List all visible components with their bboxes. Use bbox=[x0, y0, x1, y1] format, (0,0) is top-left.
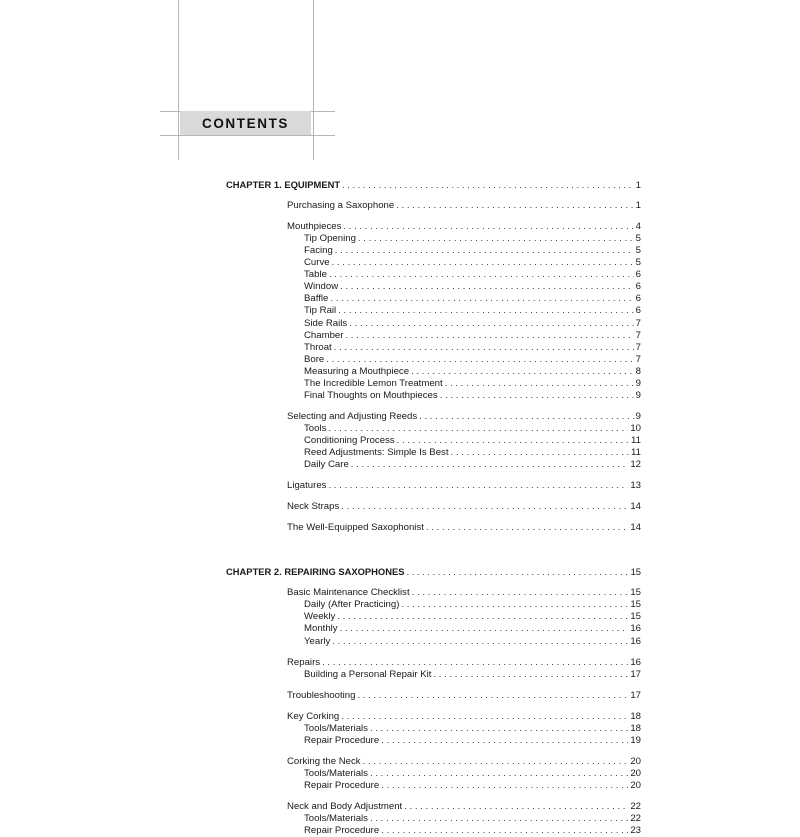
toc-entry-page: 20 bbox=[630, 755, 641, 767]
toc-entry-title: Table bbox=[304, 269, 327, 281]
toc-leader-dots bbox=[426, 522, 628, 534]
toc-entry-title: Corking the Neck bbox=[287, 755, 361, 767]
toc-entry-page: 6 bbox=[635, 269, 641, 281]
toc-entry-page: 22 bbox=[630, 813, 641, 825]
toc-entry-title: Conditioning Process bbox=[304, 434, 395, 446]
frame-vertical-line-left bbox=[178, 0, 179, 160]
toc-section bbox=[287, 690, 641, 702]
toc-entry-title: Tools/Materials bbox=[304, 722, 368, 734]
toc-entry-page: 8 bbox=[635, 365, 641, 377]
toc-entry-page: 16 bbox=[630, 635, 641, 647]
toc-entry-title: Chamber bbox=[304, 329, 344, 341]
toc-section bbox=[287, 480, 641, 492]
toc-subsection bbox=[304, 813, 641, 825]
toc-chapter-1 bbox=[226, 179, 641, 191]
toc-entry-title: Mouthpieces bbox=[287, 221, 342, 233]
toc-entry-page: 15 bbox=[630, 587, 641, 599]
toc-entry-page: 13 bbox=[630, 480, 641, 492]
toc-entry-page: 15 bbox=[630, 599, 641, 611]
toc-entry-title: Tools/Materials bbox=[304, 767, 368, 779]
toc-section bbox=[287, 587, 641, 599]
toc-entry-title: Purchasing a Saxophone bbox=[287, 200, 395, 212]
toc-leader-dots bbox=[332, 257, 634, 269]
toc-entry-title: Weekly bbox=[304, 611, 336, 623]
toc-leader-dots bbox=[341, 711, 628, 723]
toc-subsection bbox=[304, 245, 641, 257]
toc-entry-page: 7 bbox=[635, 353, 641, 365]
toc-entry-page: 11 bbox=[631, 447, 641, 458]
toc-entry-page: 9 bbox=[635, 377, 641, 389]
toc-entry-title: Ligatures bbox=[287, 480, 327, 492]
toc-entry-page: 17 bbox=[630, 689, 641, 701]
toc-entry-title: Building a Personal Repair Kit bbox=[304, 668, 432, 680]
toc-leader-dots bbox=[419, 411, 634, 423]
toc-entry-title: Repair Procedure bbox=[304, 779, 380, 791]
toc-entry-page: 11 bbox=[631, 434, 641, 446]
toc-entry-title: Facing bbox=[304, 245, 333, 257]
toc-entry-title: Final Thoughts on Mouthpieces bbox=[304, 389, 438, 401]
toc-leader-dots bbox=[349, 318, 633, 330]
toc-leader-dots bbox=[381, 825, 628, 837]
toc-entry-title: Monthly bbox=[304, 623, 338, 635]
toc-entry-page: 10 bbox=[630, 422, 641, 434]
toc-entry-title: Selecting and Adjusting Reeds bbox=[287, 410, 418, 422]
toc-entry-title: Neck Straps bbox=[287, 501, 340, 513]
toc-entry-page: 20 bbox=[630, 767, 641, 779]
toc-leader-dots bbox=[351, 459, 629, 471]
toc-leader-dots bbox=[357, 690, 628, 702]
toc-entry-page: 17 bbox=[630, 668, 641, 680]
toc-entry-title: The Incredible Lemon Treatment bbox=[304, 377, 443, 389]
toc-leader-dots bbox=[396, 200, 633, 212]
toc-subsection bbox=[304, 366, 641, 378]
toc-entry-title: CHAPTER 1. EQUIPMENT bbox=[226, 179, 341, 190]
toc-subsection bbox=[304, 305, 641, 317]
toc-leader-dots bbox=[330, 293, 633, 305]
toc-leader-dots bbox=[335, 245, 634, 257]
toc-entry-title: Yearly bbox=[304, 635, 331, 647]
toc-entry-title: Measuring a Mouthpiece bbox=[304, 365, 410, 377]
toc-subsection bbox=[304, 318, 641, 330]
toc-leader-dots bbox=[343, 221, 633, 233]
toc-entry-page: 6 bbox=[635, 293, 641, 305]
toc-entry-title: Daily (After Practicing) bbox=[304, 599, 400, 611]
toc-leader-dots bbox=[329, 269, 634, 281]
toc-entry-page: 7 bbox=[635, 341, 641, 353]
toc-entry-page: 23 bbox=[630, 825, 641, 837]
toc-entry-title: Bore bbox=[304, 353, 325, 365]
contents-heading: CONTENTS bbox=[201, 115, 290, 131]
toc-entry-title: Tools bbox=[304, 422, 327, 434]
toc-subsection bbox=[304, 257, 641, 269]
toc-entry-page: 5 bbox=[635, 233, 641, 245]
toc-entry-title: Throat bbox=[304, 341, 332, 353]
toc-leader-dots bbox=[328, 480, 628, 492]
toc-leader-dots bbox=[381, 780, 628, 792]
toc-section bbox=[287, 221, 641, 233]
toc-leader-dots bbox=[332, 636, 628, 648]
toc-subsection bbox=[304, 281, 641, 293]
toc-leader-dots bbox=[358, 233, 634, 245]
toc-entry-title: Tip Opening bbox=[304, 233, 356, 245]
toc-leader-dots bbox=[407, 566, 629, 578]
toc-entry-page: 16 bbox=[630, 656, 641, 668]
toc-entry-title: Repair Procedure bbox=[304, 825, 380, 837]
toc-entry-title: Basic Maintenance Checklist bbox=[287, 587, 410, 599]
toc-section bbox=[287, 657, 641, 669]
toc-leader-dots bbox=[397, 435, 629, 447]
toc-leader-dots bbox=[337, 611, 628, 623]
toc-leader-dots bbox=[322, 657, 628, 669]
toc-entry-page: 1 bbox=[635, 179, 641, 190]
toc-leader-dots bbox=[345, 330, 633, 342]
toc-subsection bbox=[304, 342, 641, 354]
toc-leader-dots bbox=[412, 587, 629, 599]
toc-section bbox=[287, 801, 641, 813]
toc-leader-dots bbox=[451, 447, 630, 459]
toc-entry-page: 14 bbox=[630, 522, 641, 534]
toc-leader-dots bbox=[445, 378, 634, 390]
toc-entry-title: CHAPTER 2. REPAIRING SAXOPHONES bbox=[226, 566, 405, 578]
toc-subsection bbox=[304, 269, 641, 281]
toc-entry-title: Curve bbox=[304, 257, 330, 269]
toc-leader-dots bbox=[328, 423, 628, 435]
toc-entry-page: 18 bbox=[630, 710, 641, 722]
toc-section bbox=[287, 522, 641, 534]
toc-entry-page: 14 bbox=[630, 501, 641, 513]
toc-entry-page: 6 bbox=[635, 305, 641, 317]
toc-entry-page: 15 bbox=[630, 611, 641, 623]
toc-subsection bbox=[304, 623, 641, 635]
toc-entry-page: 12 bbox=[630, 459, 641, 471]
toc-subsection bbox=[304, 825, 641, 837]
toc-entry-page: 18 bbox=[630, 722, 641, 734]
toc-subsection bbox=[304, 768, 641, 780]
toc-section bbox=[287, 411, 641, 423]
toc-entry-title: Repairs bbox=[287, 656, 321, 668]
toc-entry-page: 7 bbox=[635, 317, 641, 329]
toc-leader-dots bbox=[370, 723, 628, 735]
toc-subsection bbox=[304, 723, 641, 735]
toc-section bbox=[287, 711, 641, 723]
toc-leader-dots bbox=[338, 305, 633, 317]
toc-entry-title: Neck and Body Adjustment bbox=[287, 801, 403, 812]
toc-leader-dots bbox=[334, 342, 634, 354]
toc-entry-title: Tip Rail bbox=[304, 305, 337, 317]
toc-entry-title: Window bbox=[304, 281, 339, 293]
toc-chapter-2 bbox=[226, 566, 641, 578]
toc-subsection bbox=[304, 459, 641, 471]
toc-subsection bbox=[304, 669, 641, 681]
toc-entry-title: Side Rails bbox=[304, 317, 348, 329]
toc-leader-dots bbox=[363, 756, 629, 768]
toc-entry-page: 6 bbox=[635, 281, 641, 293]
toc-subsection bbox=[304, 423, 641, 435]
toc-entry-page: 20 bbox=[630, 779, 641, 791]
toc-subsection bbox=[304, 611, 641, 623]
toc-entry-page: 5 bbox=[635, 257, 641, 269]
toc-entry-page: 22 bbox=[630, 801, 641, 812]
toc-section bbox=[287, 756, 641, 768]
frame-vertical-line-right bbox=[313, 0, 314, 160]
toc-subsection bbox=[304, 735, 641, 747]
toc-entry-title: Key Corking bbox=[287, 710, 340, 722]
toc-entry-title: Reed Adjustments: Simple Is Best bbox=[304, 447, 449, 458]
toc-entry-title: Baffle bbox=[304, 293, 329, 305]
toc-subsection bbox=[304, 447, 641, 459]
toc-leader-dots bbox=[401, 599, 628, 611]
toc-subsection bbox=[304, 378, 641, 390]
toc-entry-page: 9 bbox=[635, 410, 641, 422]
toc-subsection bbox=[304, 780, 641, 792]
toc-leader-dots bbox=[433, 669, 628, 681]
toc-subsection bbox=[304, 330, 641, 342]
toc-entry-title: Tools/Materials bbox=[304, 813, 368, 825]
toc-leader-dots bbox=[341, 501, 628, 513]
toc-entry-page: 5 bbox=[635, 245, 641, 257]
toc-leader-dots bbox=[342, 179, 634, 191]
toc-leader-dots bbox=[340, 281, 634, 293]
toc-subsection bbox=[304, 233, 641, 245]
toc-entry-page: 4 bbox=[635, 221, 641, 233]
toc-leader-dots bbox=[370, 768, 628, 780]
toc-entry-title: Repair Procedure bbox=[304, 734, 380, 746]
toc-entry-page: 16 bbox=[630, 623, 641, 635]
toc-entry-page: 15 bbox=[630, 566, 641, 578]
toc-entry-page: 9 bbox=[635, 389, 641, 401]
toc-section bbox=[287, 200, 641, 212]
toc-entry-page: 1 bbox=[635, 200, 641, 212]
toc-entry-page: 19 bbox=[630, 734, 641, 746]
toc-leader-dots bbox=[440, 390, 634, 402]
toc-leader-dots bbox=[381, 735, 628, 747]
toc-leader-dots bbox=[404, 801, 628, 813]
toc-entry-title: Daily Care bbox=[304, 459, 349, 471]
toc-leader-dots bbox=[411, 366, 634, 378]
toc-subsection bbox=[304, 293, 641, 305]
frame-horizontal-line-bottom bbox=[160, 135, 335, 136]
contents-heading-box bbox=[180, 111, 311, 135]
toc-subsection bbox=[304, 354, 641, 366]
toc-leader-dots bbox=[370, 813, 628, 825]
toc-subsection bbox=[304, 599, 641, 611]
toc-entry-page: 7 bbox=[635, 329, 641, 341]
toc-leader-dots bbox=[326, 354, 633, 366]
toc-subsection bbox=[304, 390, 641, 402]
toc-entry-title: The Well-Equipped Saxophonist bbox=[287, 522, 424, 534]
toc-subsection bbox=[304, 435, 641, 447]
toc-subsection bbox=[304, 636, 641, 648]
toc-section bbox=[287, 501, 641, 513]
toc-leader-dots bbox=[340, 623, 629, 635]
toc-entry-title: Troubleshooting bbox=[287, 689, 356, 701]
